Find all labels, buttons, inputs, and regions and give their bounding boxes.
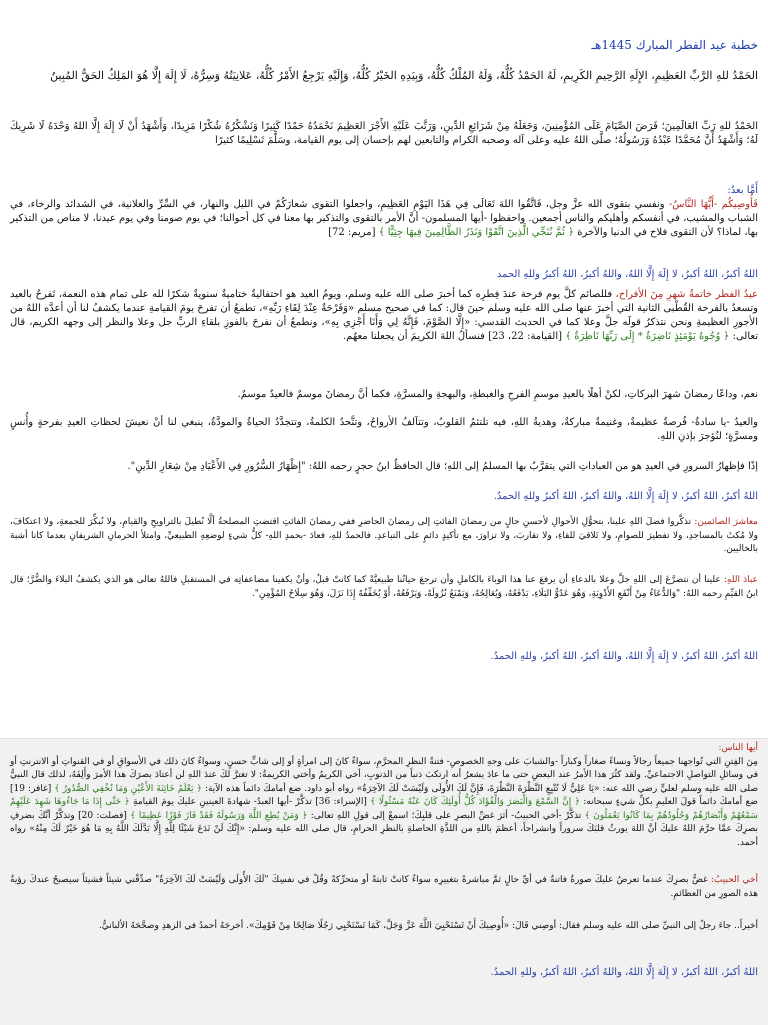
takbir-2: اللهُ أكبرُ، اللهُ أكبرُ، لا إِلَهَ إِلَّا اللهُ، واللهُ أكبرُ، اللهُ أكبرُ وللهِ الحمدُ. (493, 491, 758, 502)
joy-text: إذًا فإظهارُ السرورِ في العيدِ هو من العباداتِ التي يتقرَّبُ بها المسلمُ إلى اللهِ؛ قال الحافظُ ابنُ حجرٍ رحمه اللهُ: "إِظْهَارُ السُّرُورِ فِي الأَعْيَادِ مِنْ شِعَارِ الدِّينِ". (127, 461, 758, 472)
second-verse-1: ﴿ يَعْلَمُ خَائِنَةَ الأَعْيُنِ وَمَا تُخْفِي الصُّدُورُ ﴾ (54, 783, 202, 794)
second-verse-4: ﴿ وَمَنْ يُطِعِ اللَّهَ وَرَسُولَهُ فَقَدْ فَازَ فَوْزًا عَظِيمًا ﴾ (130, 810, 308, 821)
opening-text: الحَمْدُ للهِ الرَّبِّ العَظِيمِ، الإِلَهِ الرَّحِيمِ الكَرِيمِ، لَهُ الحَمْدُ كُلُّهُ، وَلَهُ المُلْكُ كُلُّهُ، وَبِيَدِهِ الخَيْرُ كُلُّهُ، وَإِلَيْهِ يَرْجِعُ الأَمْرُ كُلُّهُ، عَلانِيَتُهُ وَسِرُّهُ، لَا إِلَهَ إِلَّا هُوَ المَلِكُ الحَقُّ المُبِينُ (50, 69, 758, 82)
fasting-lead: معاشرَ الصائمين: (694, 517, 758, 527)
eid-section (10, 288, 758, 344)
second-text-4: تذكَّرْ -أخي الحبيبُ- أثرَ غضِّ البصرِ على قلبِكَ؛ اسمعْ إلى قولِ اللهِ تعالى: (310, 810, 582, 821)
amma-bad-verse: ﴿ ثُمَّ نُنَجِّي الَّذِينَ اتَّقَوْا وَنَذَرُ الظَّالِمِينَ فِيهَا جِثِيًّا ﴾ (378, 227, 575, 238)
fasting-text: تذكَّروا فضلَ اللهِ علينا، بتحوُّلِ الأحوالِ لأحسنِ حالٍ من رمضانَ الفائتِ إلى رمضانَ الحاضرِ ففي رمضانَ الفائتِ اقتضتِ المصلحةُ ألَّا نُطيلَ بالتراويحِ والقيامِ، ولا نُبكِّرَ للجمعةِ، ولا اعتكافَ، ولا مُكثَ بالمساجدِ، ولا تفطيرَ للصوامِ، ولا تَلاقيَ للقاءِ، ولا تقاربَ، ولا تزاورَ، مع تأكيدٍ دائمٍ على التباعدِ. فالحمدُ للهِ، فعادَ -بحمدِ اللهِ- كلُّ شيءٍ لوضعِهِ الطبيعيِّ، وامتلأ الحرمانِ الشريفانِ بعدما كانا أشبهَ بالخاليين. (10, 517, 758, 554)
takbir-4: اللهُ أكبرُ، اللهُ أكبرُ، لا إِلَهَ إِلَّا اللهُ، واللهُ أكبرُ، اللهُ أكبرُ، وللهِ الحمدُ. (490, 967, 758, 978)
amma-bad-lead-2: -أَيُّهَا النَّاسُ- (668, 199, 718, 210)
finally-paragraph (10, 920, 758, 934)
second-ref-4: [فصلت: 20] (78, 810, 127, 821)
finally-text: أخيراً.. جاءَ رجلٌ إلى النبيِّ صلى الله عليه وسلم فقال: أوصِني قَالَ: «أُوصِيكَ أَنْ تَسْتَحْيِيَ اللَّهَ عَزَّ وَجَلَّ، كَمَا تَسْتَحْيِي رَجُلًا صَالِحًا مِنْ قَوْمِكَ». أخرجَهُ أحمدُ في الزهدِ وصحَّحَهُ الألبانيُّ. (98, 921, 758, 931)
second-verse-3: ﴿ حَتَّى إِذَا مَا جَاءُوهَا شَهِدَ عَلَيْهِمْ سَمْعُهُمْ وَأَبْصَارُهُمْ وَجُلُودُهُمْ بِمَا كَانُوا يَعْمَلُونَ ﴾ (10, 797, 758, 821)
takbir-3: اللهُ أكبرُ، اللهُ أكبرُ، لا إِلَهَ إِلَّا اللهُ، واللهُ أكبرُ، اللهُ أكبرُ، وللهِ الحمدُ. (490, 651, 758, 662)
servants-lead: عبادَ اللهِ: (723, 575, 758, 585)
fasting-section (10, 516, 758, 557)
second-heading: أيها الناس: (718, 743, 758, 753)
beloved-text: غضُّ بصرِكَ عندما تعرضُ عليكَ صورةٌ فاتنةٌ في أيِّ حالٍ ثمَّ مباشرةً بتغييرِه سواءٌ كانتْ ثابتةً أو متحرِّكةً وقُلْ في نفسِكَ "لَكَ الأُولَى وَلَيْسَتْ لَكَ الآخِرَةُ" صدِّقْني شيئاً فشيئاً سيصبحُ عندكَ رؤيةُ هذه الصورِ من العظائمِ. (10, 875, 758, 899)
praise-paragraph (10, 120, 758, 148)
farewell-paragraph (10, 388, 758, 402)
eid-lead: عيدُ الفطر خاتمةُ شهرِ مِنَ الأفراح، (615, 289, 758, 300)
amma-bad-text: ونفسي بتقوى الله عزَّ وجل، فَاتَّقُوا اللهَ تَعَالَى فِي هَذَا اليَوْمِ العَظِيمِ، واجعلوا التقوى شعارَكُمْ في الليل والنهار، في السِّرِّ والعلانية، في الشدائد والرخاء، في الشباب والمشيب، في أنفسكم وأهليكم والناس أجمعين. واحفظوا -أيها المسلمون- أنَّ الأمر بالتقوى والتذكير بها معنا في كل أحوالنا؛ في يوم صومنا وفي يوم عيدنا، لا مناص من التذكير بها، لماذا؟ لأن التقوى فلاح في الدنيا والآخرة (10, 199, 758, 238)
sermon-title: خطبة عيد الفطر المبارك 1445هـ (591, 38, 758, 52)
second-ref-2: [الإسراء: 36] (315, 797, 367, 807)
servants-text: علينا أن نتضرَّعَ إلى اللهِ جلَّ وعلا بالدعاءِ أن يرفعَ عنا هذا الوباءَ بالكاملِ وأن ترجعَ حياتُنا طبيعيَّةً كما كانتْ قبلُ، وأنْ يكفينا مضاعفاتِه في المستقبلِ فاللهُ تعالى هو الذي يكشفُ البلاءَ والضُّرَّ؛ قال ابنُ القيِّمِ رحمه اللهُ: "وَالدُّعَاءُ مِنْ أَنْفَعِ الأَدْوِيَةِ، وَهُوَ عَدُوُّ البَلَاءِ، يَدْفَعُهُ، وَيُعَالِجُهُ، وَيَمْنَعُ نُزُولَهُ، وَيَرْفَعُهُ، أَوْ يُخَفِّفُهُ إِذَا نَزَلَ، وَهُوَ سِلَاحُ المُؤْمِنِ". (10, 575, 758, 599)
opening-praise (10, 68, 758, 84)
amma-bad-lead: فَأُوصِيكُم (721, 199, 758, 210)
praise-text: الحَمْدُ للهِ رَبِّ العَالَمِينَ؛ فَرَضَ الصِّيَامَ عَلَى المُؤْمِنِينَ، وَجَعَلَهُ مِنْ شَرَائِعِ الدِّينِ، وَرَتَّبَ عَلَيْهِ الأَجْرَ العَظِيمَ نَحْمَدُهُ حَمْدًا كَثِيرًا وَنَشْكُرُهُ شُكْرًا مَزِيدًا، وَأَشْهَدُ أَنْ لَا إِلَهَ إِلَّا اللهُ وَحْدَهُ لَا شَرِيكَ لَهُ؛ وَأَشْهَدُ أَنَّ مُحَمَّدًا عَبْدُهُ وَرَسُولُهُ؛ صلَّى اللهُ عليه وعلى آله وصحبه الكرام والتابعين لهم بإحسان إلى يوم القيامة، وسَلَّمَ تَسْلِيمًا كثيرًا (10, 121, 758, 146)
second-sermon-section (10, 742, 758, 850)
amma-bad-heading: أَمَّا بعدُ: (727, 185, 758, 196)
eid-text: فللصائم كلَّ يوم فرحة عندَ فِطرِه كما أخبرَ صلى الله عليه وسلم، ويومُ العيد هو احتفاليةٌ ختاميةٌ سنويةٌ شكرًا لله على تمام هذه النعمة، تَفرحُ بالعيد وتسعدُ بالفرحة القُطْبى الثانية التي أخبرَ عنها صلى الله عليه وسلم حينَ قال: كما في صحيح مسلم «وَفَرْحَةٌ عِنْدَ لِقَاءِ رَبِّهِ»، تطمعُ أن تفرحَ يومَ القيامةِ عندما يكشفُ لنا أن أعدَّه اللهُ من الأجورِ العظيمةِ ونحن نتذكرُ قولَه جلَّ وعلا كما في الحديث القدسي: «إِلَّا الصَّوْمَ، فَإِنَّهُ لِي وَأَنَا أَجْزِي بِهِ»، ونطمعُ أن نفرحَ بالفوزِ بلقاءِ الربِّ جل وعلا والنظر إلى وجهه الكريم، قال تعالى: (10, 289, 758, 342)
second-text-3: تذكَّرْ -أيها العبدُ- شهادةَ العينينِ عليكَ يومَ القيامةِ (133, 797, 312, 807)
eid-means-text: والعيدُ -يا سادةُ- فُرصةٌ عظيمةٌ، وغنيمةٌ مباركةٌ، وهديةُ اللهِ، فيه تلتئمُ القلوبُ، وتتآلفُ الأرواحُ، وتتَّحدُ الكلمةُ، وتتجدَّدُ الحياةُ والمودَّةُ، ينبغي لنا أنْ نعيشَ لحظاتِ العيدِ بفرحةٍ وأُنسٍ ومسرَّةٍ؛ لنُؤجرَ بإذنِ اللهِ. (10, 417, 758, 442)
joy-paragraph (10, 460, 758, 474)
beloved-section (10, 874, 758, 901)
farewell-text: نعم، وداعًا رمضانَ شهرَ البركاتِ، لكنْ أهلًا بالعيدِ موسمِ الفرحِ والغبطةِ، والبهجةِ والمسرَّةِ، فكما أنَّ رمضانَ موسمٌ فالعيدُ موسمٌ. (237, 389, 758, 400)
servants-section (10, 574, 758, 601)
eid-ref: [القيامة: 22، 23] (488, 331, 563, 342)
second-ref-1: [غافر: 19] (10, 783, 52, 794)
second-text-2: ضع أمامكَ دائماً قولَ العليمِ بكلِّ شيءٍ سبحانه: (583, 797, 758, 807)
takbir-1: اللهُ أكبرُ، اللهُ أكبرُ، لا إِلَهَ إِلَّا اللهُ، واللهُ أكبرُ، اللهُ أكبرُ وللهِ الحمد (496, 269, 758, 280)
amma-bad-ref: [مريم: 72] (328, 227, 376, 238)
eid-means-paragraph (10, 416, 758, 444)
eid-verse: ﴿ وُجُوهٌ يَوْمَئِذٍ نَاضِرَةٌ * إِلَى رَبِّهَا نَاظِرَةٌ ﴾ (565, 331, 730, 342)
second-text-5: وتذكَّرْ أنَّكَ بضرفِ بصرِكَ عمَّا حرَّمَ اللهُ عليكَ أنَّ اللهَ يورثُ قلبَكَ سروراً وانشراحاً، أعظمَ باللهِ من اللذَّةِ الحاصلةِ بالنظرِ الحرامِ، قال صلى الله عليه وسلم: «إِنَّكَ لَنْ تَدَعَ شَيْئًا لِلَّهِ إِلَّا بَدَّلَكَ اللَّهُ بِهِ مَا هُوَ خَيْرٌ لَكَ مِنْهُ» رواه أحمد. (10, 810, 758, 848)
second-verse-2: ﴿ إِنَّ السَّمْعَ وَالْبَصَرَ وَالْفُؤَادَ كُلُّ أُولَئِكَ كَانَ عَنْهُ مَسْئُولًا ﴾ (370, 797, 580, 807)
amma-bad-section (10, 184, 758, 240)
beloved-lead: أخي الحبيبُ: (710, 875, 758, 885)
eid-tail: فنسألُ اللهَ الكريمَ أن يجعلنا معهُم. (343, 331, 485, 342)
second-text: مِنَ الفِتنِ التي تُواجهنا جميعاً رجالاً ونساءً صغاراً وكباراً -والشبابَ على وجهِ الخصوصِ- فتنةُ النظرِ المحرَّمِ، سواءٌ كانَ إلى امرأةٍ أو إلى شابٍّ حسنٍ، وسواءٌ كانَ ذلك في الأسواقِ أو في القنواتِ أو الانترنتِ أو في وسائلِ التواصلِ الاجتماعيِّ. ولقد كثُرَ هذا الأمرُ عند البعضِ حتى ما عادَ يشعرُ أنه ارتكبَ ذنباً من الذنوبِ، أخي الكريمُ وأختي الكريمةُ: لا تغترَّ لكَ عندَ اللهِ لن أعتادَ بصرَكَ هذا الأمرَ وأَلِفَهُ، لذلك قال النبيُّ صلى الله عليه وسلم لعليٍّ رضي الله عنه: «يَا عَلِيُّ لَا تُتْبِعِ النَّظْرَةَ النَّظْرَةَ، فَإِنَّ لَكَ الأُولَى وَلَيْسَتْ لَكَ الآخِرَةُ» رواه أبو داود. ضع أمامكَ دائماً هذه الآية: (10, 756, 758, 794)
